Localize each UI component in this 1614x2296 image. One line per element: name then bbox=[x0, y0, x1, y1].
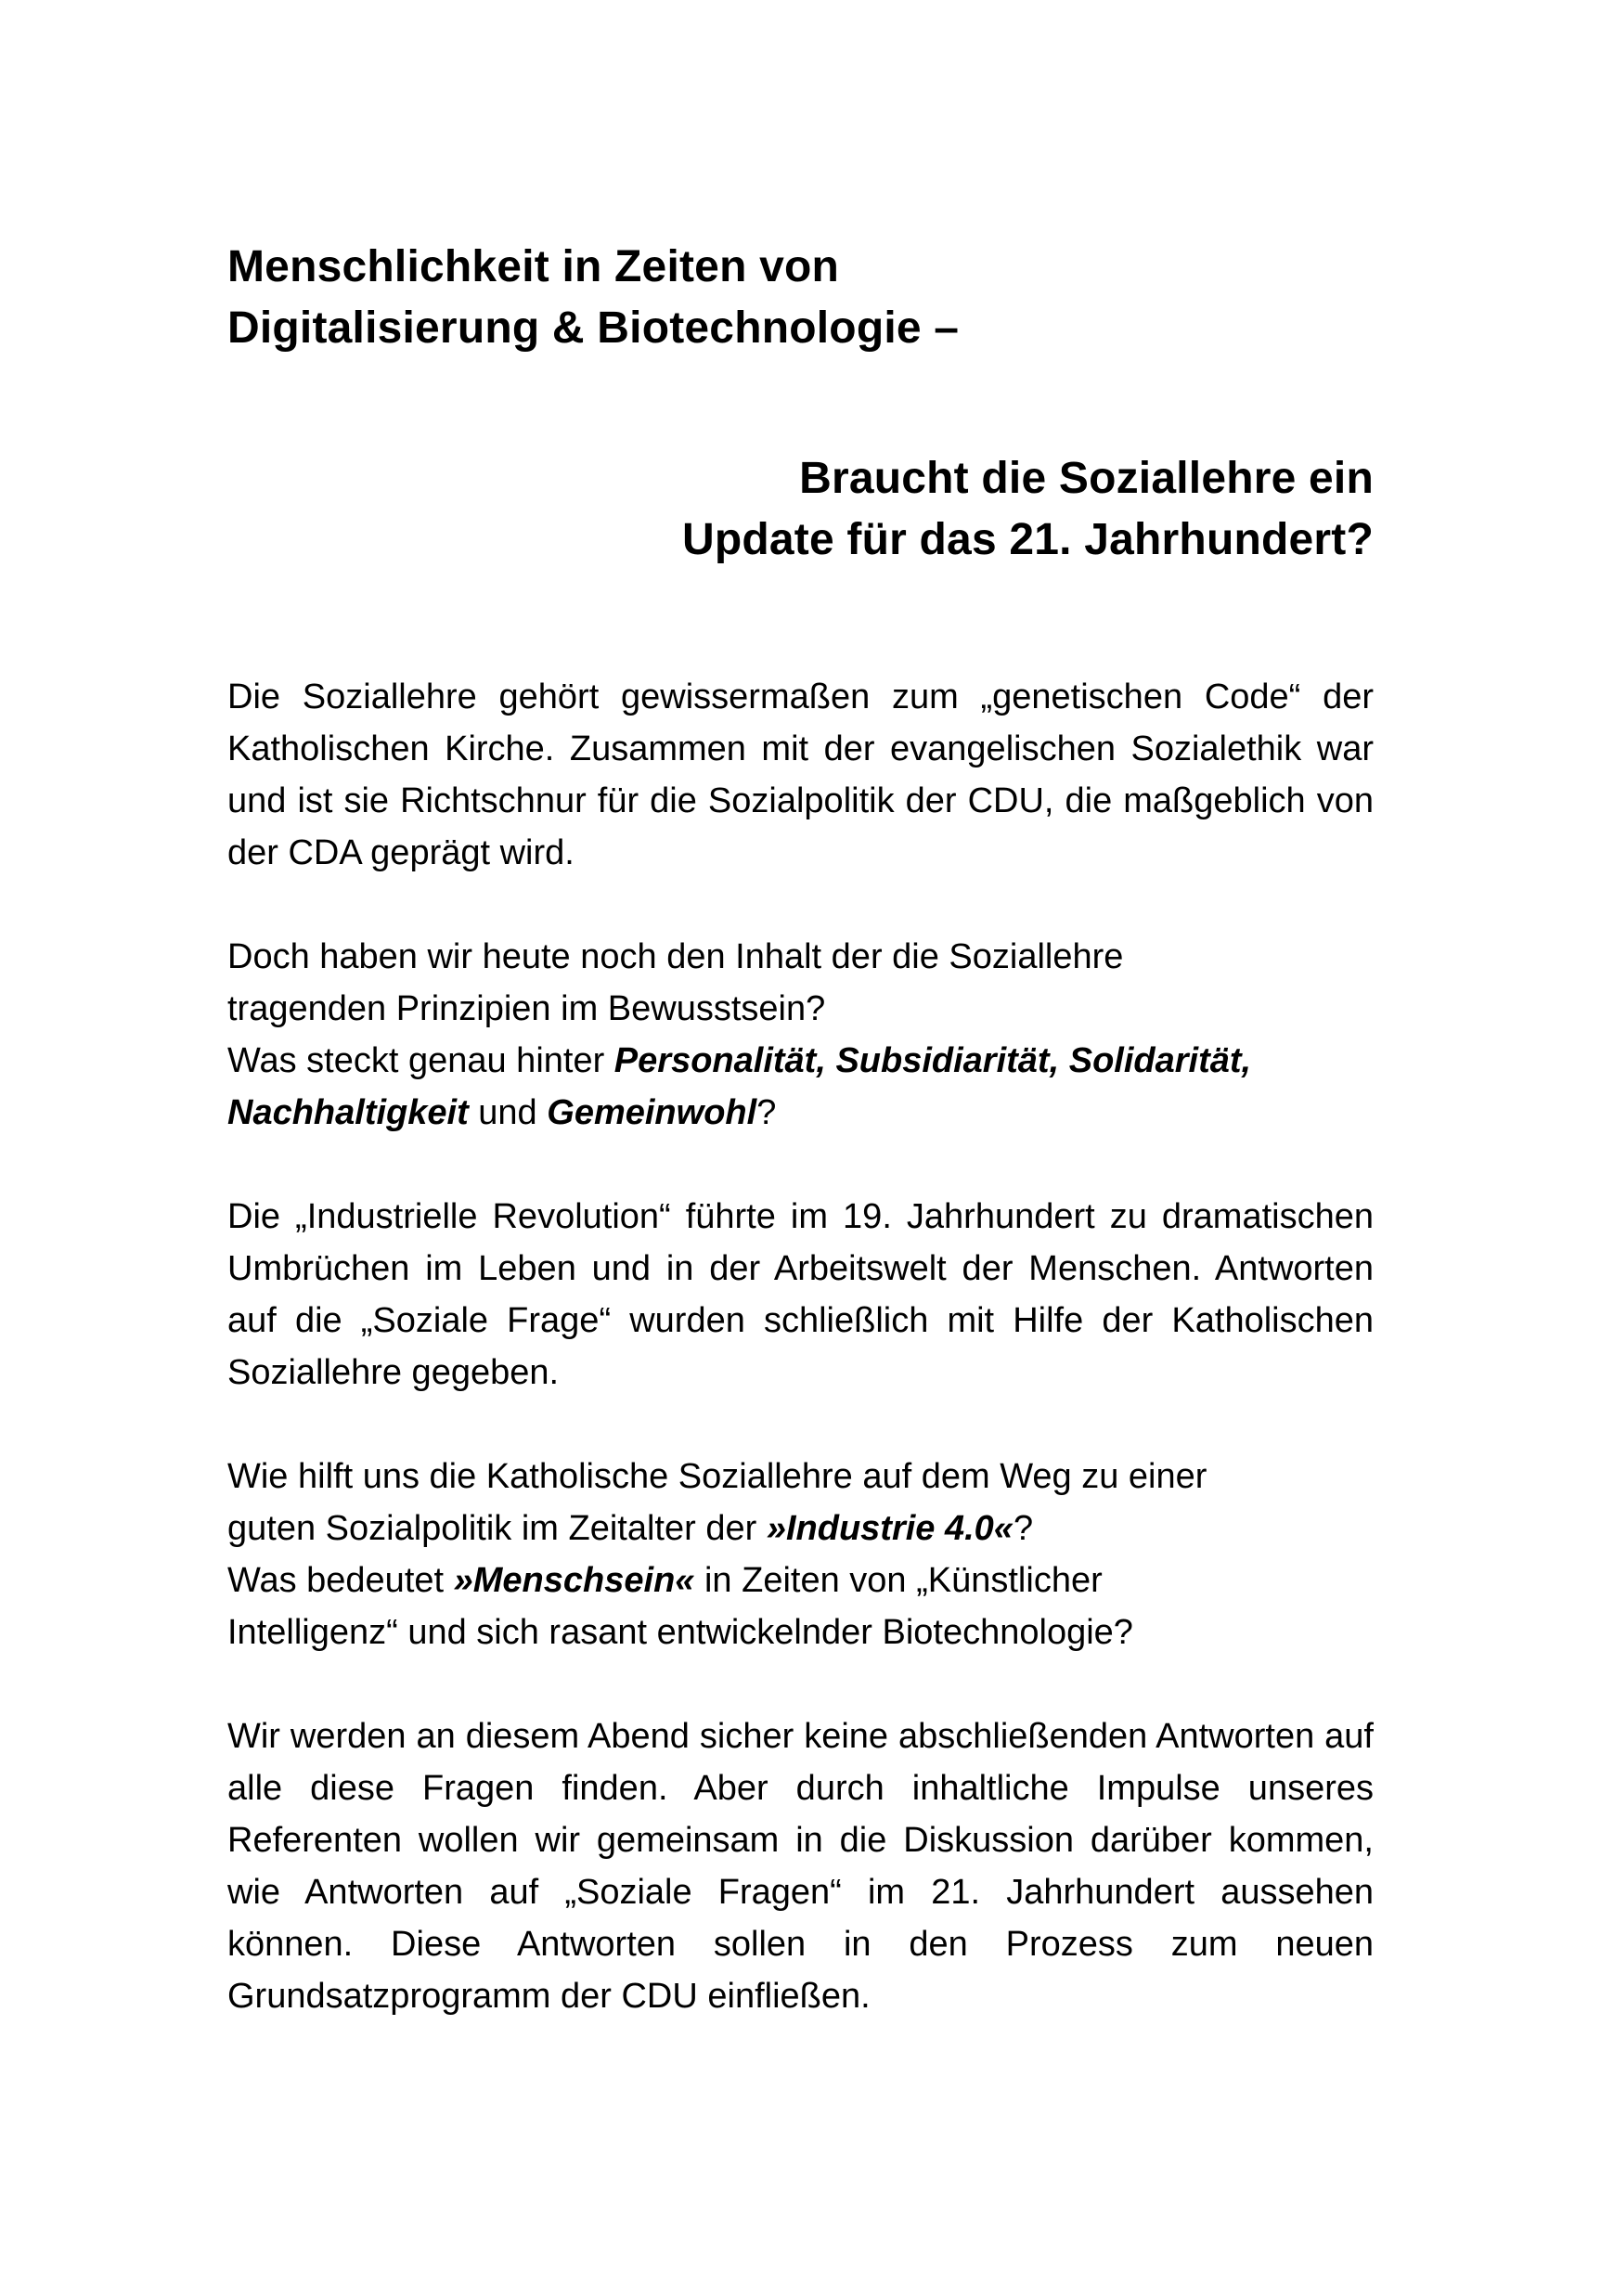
line2-start: guten Sozialpolitik im Zeitalter der bbox=[227, 1509, 767, 1548]
question-end: ? bbox=[756, 1093, 777, 1132]
line3-end: in Zeiten von „Künstlicher bbox=[694, 1561, 1103, 1600]
paragraph-2-line-4 bbox=[227, 1087, 1374, 1139]
paragraph-4-line-1: Wie hilft uns die Katholische Soziallehre auf dem Weg zu einer bbox=[227, 1457, 1207, 1496]
term-industrie: »Industrie 4.0« bbox=[766, 1509, 1014, 1548]
line2-end: ? bbox=[1013, 1509, 1034, 1548]
paragraph-1: Die Soziallehre gehört gewissermaßen zum „genetischen Code“ der Katholischen Kirche. Zusammen mit der evangelischen Sozialethik war und ist sie Richtschnur für die Sozialpolitik der CDU, die maßgeblich von der CDA geprägt wird. bbox=[227, 677, 1374, 872]
connector-und: und bbox=[468, 1093, 548, 1132]
document-body bbox=[227, 237, 1374, 2022]
title-line-1: Menschlichkeit in Zeiten von bbox=[227, 242, 840, 291]
paragraph-2-line-1: Doch haben wir heute noch den Inhalt der die Soziallehre bbox=[227, 937, 1124, 976]
question-start: Was steckt genau hinter bbox=[227, 1041, 614, 1080]
paragraph-4-line-4: Intelligenz“ und sich rasant entwickelnder Biotechnologie? bbox=[227, 1613, 1133, 1652]
subtitle-line-1: Braucht die Soziallehre ein bbox=[799, 454, 1374, 503]
subtitle-line-2: Update für das 21. Jahrhundert? bbox=[682, 515, 1374, 564]
paragraph-3: Die „Industrielle Revolution“ führte im 19. Jahrhundert zu dramatischen Umbrüchen im Leben und in der Arbeitswelt der Menschen. Antworten auf die „Soziale Frage“ wurden schließlich mit Hilfe der Katholischen Soziallehre gegeben. bbox=[227, 1197, 1374, 1392]
term-personalitaet: Personalität, bbox=[613, 1041, 826, 1080]
title-line-2: Digitalisierung & Biotechnologie – bbox=[227, 303, 960, 353]
paragraph-4-line-3 bbox=[227, 1554, 1374, 1606]
term-solidaritaet: Solidarität, bbox=[1068, 1041, 1252, 1080]
paragraph-2-line-2: tragenden Prinzipien im Bewusstsein? bbox=[227, 989, 826, 1028]
paragraph-4 bbox=[227, 1451, 1374, 1658]
term-menschsein: »Menschsein« bbox=[453, 1561, 695, 1600]
document-title bbox=[227, 237, 1374, 359]
paragraph-5: Wir werden an diesem Abend sicher keine abschließenden Antworten auf alle diese Fragen finden. Aber durch inhaltliche Impulse unseres Referenten wollen wir gemeinsam in die Diskussion darüber kommen, wie Antworten auf „Soziale Fragen“ im 21. Jahrhundert aussehen können. Diese Antworten sollen in den Prozess zum neuen Grundsatzprogramm der CDU einfließen. bbox=[227, 1717, 1374, 2016]
line3-start: Was bedeutet bbox=[227, 1561, 454, 1600]
paragraph-2 bbox=[227, 931, 1374, 1139]
document-subtitle bbox=[227, 448, 1374, 571]
paragraph-4-line-2 bbox=[227, 1503, 1374, 1554]
term-subsidiaritaet: Subsidiarität, bbox=[835, 1041, 1060, 1080]
term-nachhaltigkeit: Nachhaltigkeit bbox=[227, 1093, 469, 1132]
paragraph-2-line-3 bbox=[227, 1035, 1374, 1087]
term-gemeinwohl: Gemeinwohl bbox=[547, 1093, 757, 1132]
